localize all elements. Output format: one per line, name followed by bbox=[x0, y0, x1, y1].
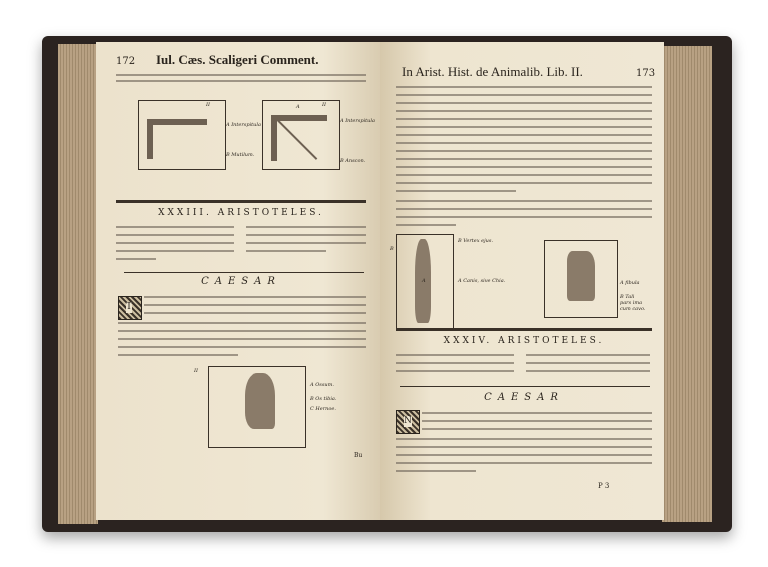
right-page-edges bbox=[662, 46, 712, 522]
text-line bbox=[396, 462, 652, 464]
text-line bbox=[118, 354, 238, 356]
initial-letter: N bbox=[404, 416, 412, 426]
text-line bbox=[396, 354, 514, 356]
text-line bbox=[246, 250, 326, 252]
text-line bbox=[396, 166, 652, 168]
figure-talus-bone bbox=[544, 240, 618, 318]
figure-label: A bbox=[296, 104, 300, 110]
figure-label: II bbox=[194, 368, 198, 374]
text-line bbox=[526, 370, 650, 372]
text-line bbox=[118, 322, 366, 324]
text-line bbox=[144, 304, 366, 306]
section-title: XXXIII. ARISTOTELES. bbox=[158, 208, 324, 218]
ornamental-initial-n bbox=[396, 410, 420, 434]
figure-bone-leg bbox=[208, 366, 306, 448]
figure-label: B bbox=[390, 246, 394, 252]
figure-label: C Hernoe. bbox=[310, 406, 336, 412]
figure-label: II bbox=[322, 102, 326, 108]
page-number: 173 bbox=[636, 68, 656, 79]
text-line bbox=[116, 226, 234, 228]
text-line bbox=[396, 142, 652, 144]
text-line bbox=[422, 412, 652, 414]
figure-label: B Tali pars ima cum cavo. bbox=[620, 294, 646, 312]
figure-corbel-2 bbox=[262, 100, 340, 170]
text-line bbox=[396, 190, 516, 192]
left-page-edges bbox=[58, 44, 98, 524]
text-line bbox=[396, 134, 652, 136]
text-line bbox=[118, 346, 366, 348]
figure-label: B Mutilum. bbox=[226, 152, 255, 158]
text-line bbox=[396, 182, 652, 184]
text-line bbox=[396, 110, 652, 112]
text-line bbox=[144, 312, 366, 314]
text-line bbox=[396, 362, 514, 364]
caesar-heading: CAESAR bbox=[201, 276, 281, 287]
text-line bbox=[396, 150, 652, 152]
ornamental-rule bbox=[116, 200, 366, 203]
text-line bbox=[396, 454, 652, 456]
left-page bbox=[96, 42, 380, 520]
text-line bbox=[116, 74, 366, 76]
text-line bbox=[246, 234, 366, 236]
section-title: XXXIV. ARISTOTELES. bbox=[443, 336, 605, 346]
text-line bbox=[396, 94, 652, 96]
figure-label: A Interspitula bbox=[340, 118, 375, 124]
figure-label: A Ossum. bbox=[310, 382, 334, 388]
initial-letter: T bbox=[126, 302, 133, 312]
text-line bbox=[116, 80, 366, 82]
text-line bbox=[116, 242, 234, 244]
running-head: In Arist. Hist. de Animalib. Lib. II. bbox=[402, 64, 583, 79]
figure-label: II bbox=[206, 102, 210, 108]
text-line bbox=[396, 118, 652, 120]
text-line bbox=[396, 370, 514, 372]
text-line bbox=[396, 158, 652, 160]
figure-label: A Canis, sive Chia. bbox=[458, 278, 506, 284]
page-number: 172 bbox=[116, 56, 136, 67]
text-line bbox=[396, 102, 652, 104]
text-line bbox=[396, 86, 652, 88]
figure-label: A bbox=[422, 278, 426, 284]
text-line bbox=[526, 362, 650, 364]
text-line bbox=[396, 174, 652, 176]
text-line bbox=[396, 126, 652, 128]
figure-corbel-1 bbox=[138, 100, 226, 170]
running-head: Iul. Cæs. Scaligeri Comment. bbox=[156, 52, 319, 67]
text-line bbox=[118, 338, 366, 340]
signature-mark: P 3 bbox=[598, 482, 610, 490]
text-line bbox=[116, 258, 156, 260]
text-line bbox=[396, 470, 476, 472]
figure-label: A fibula bbox=[620, 280, 640, 286]
figure-label: A Interspitula bbox=[226, 122, 261, 128]
text-line bbox=[422, 420, 652, 422]
figure-label: B Os tibia. bbox=[310, 396, 337, 402]
figure-label: B Vertex ejus. bbox=[458, 238, 494, 244]
text-line bbox=[116, 234, 234, 236]
catchword: Bu bbox=[354, 452, 363, 459]
text-line bbox=[396, 438, 652, 440]
figure-label: B Anscon. bbox=[340, 158, 366, 164]
text-line bbox=[246, 242, 366, 244]
text-line bbox=[396, 200, 652, 202]
text-line bbox=[396, 216, 652, 218]
text-line bbox=[116, 250, 234, 252]
text-line bbox=[246, 226, 366, 228]
text-line bbox=[422, 428, 652, 430]
right-page bbox=[380, 42, 664, 520]
text-line bbox=[396, 208, 652, 210]
caesar-heading: CAESAR bbox=[484, 392, 564, 403]
ornamental-initial-t bbox=[118, 296, 142, 320]
text-line bbox=[396, 446, 652, 448]
text-line bbox=[526, 354, 650, 356]
text-line bbox=[396, 224, 456, 226]
ornamental-rule bbox=[396, 328, 652, 331]
text-line bbox=[144, 296, 366, 298]
text-line bbox=[118, 330, 366, 332]
